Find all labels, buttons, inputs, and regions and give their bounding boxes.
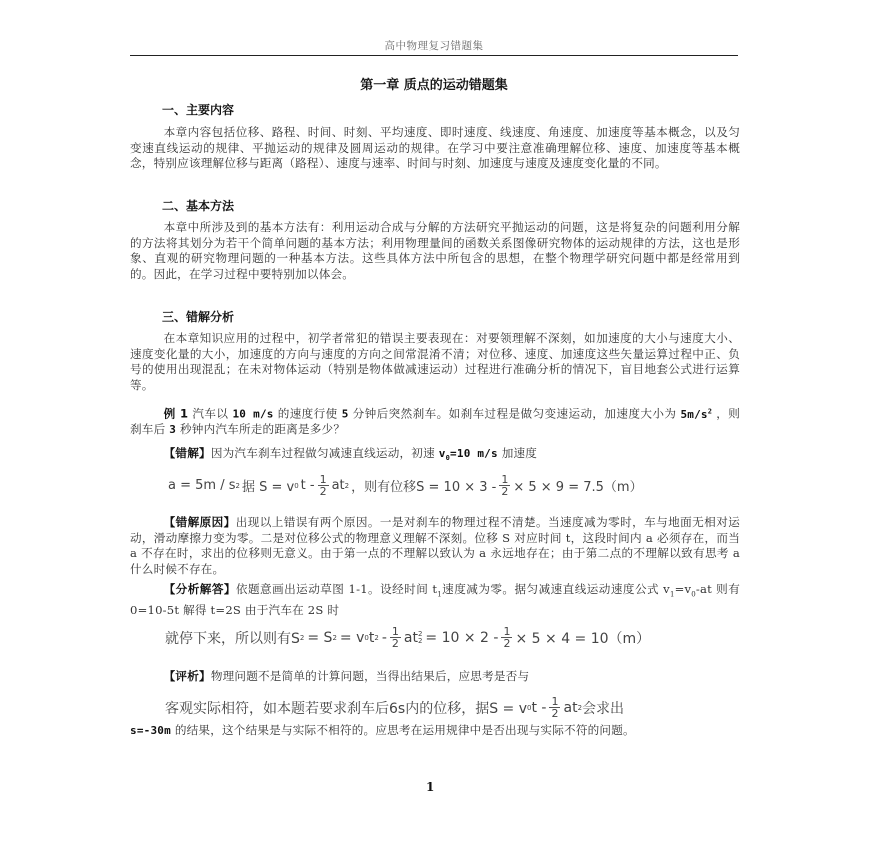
section-paragraph-main-content: 本章内容包括位移、路程、时间、时刻、平均速度、即时速度、线速度、角速度、加速度等基本概念，以及匀变速直线运动的规律、平抛运动的规律及圆周运动的规律。在学习中要注意准确理解位移、速度、加速度等基本概念，特别应该理解位移与距离（路程）、速度与速率、时间与时刻、加速度与速度及速度变化量的不同。 (130, 125, 740, 170)
section-heading-main-content: 一、主要内容 (162, 103, 235, 117)
fraction-numerator: 1 (551, 695, 559, 708)
formula-part: 客观实际相符，如本题若要求刹车后6s内的位移，据S = v (165, 700, 528, 717)
running-header: 高中物理复习错题集 (384, 40, 484, 52)
formula-part: t (368, 629, 375, 646)
comment-text: 的结果，这个结果是与实际不相符的。应思考在运用规律中是否出现与实际不符的问题。 (174, 723, 635, 737)
error-reason-text: 出现以上错误有两个原因。一是对刹车的物理过程不清楚。当速度减为零时，车与地面无相对运动，滑动摩擦力变为零。二是对位移公式的物理意义理解不深刻。位移 S 对应时间 t，这段时间内 a 必须存在，而当 a 不存在时，求出的位移则无意义。由于第一点的不理解以致认为 a 永远地存在；由于第二点的不理解以致有思考 a 什么时候不存在。 (130, 515, 740, 576)
formula-part: ，则有位移S = 10 × 3 - (351, 480, 497, 495)
fraction-half (501, 626, 512, 649)
formula-part: a = 5m / s (168, 478, 236, 493)
wrong-solution-label: 【错解】 (163, 446, 211, 460)
fraction-numerator: 1 (319, 473, 327, 486)
formula-part: = v (339, 629, 365, 646)
fraction-denominator: 2 (319, 485, 327, 498)
formula-exponent: 2 (577, 703, 583, 712)
section-paragraph-error-analysis: 在本章知识应用的过程中，初学者常犯的错误主要表现在：对要领理解不深刻，如加速度的大小与速度大小、速度变化量的大小，加速度的方向与速度的方向之间常混淆不清；对位移、速度、加速度这些矢量运算过程中正、负号的使用出现混乱；在未对物体运动（特别是物体做减速运动）过程进行准确分析的情况下，盲目地套公式进行运算等。 (130, 331, 740, 392)
v-symbol: v (438, 447, 446, 460)
fraction-half (318, 474, 329, 497)
formula-part: 会求出 (582, 700, 625, 717)
accel-value: 5m/s (680, 407, 708, 421)
analysis-text: -at 则有 0=10-5t 解得 t=2S 由于汽车在 2S 时 (130, 582, 740, 617)
formula-subscript: 2 (417, 636, 423, 645)
formula-part: t - (300, 478, 315, 493)
v-value: =10 m/s (450, 447, 498, 460)
analysis-text: =v (674, 582, 692, 596)
header-rule (130, 55, 738, 56)
wrong-solution-formula (168, 474, 643, 497)
wrong-solution-text: 加速度 (501, 446, 538, 460)
comment-text: 物理问题不是简单的计算问题，当得出结果后，应思考是否与 (210, 669, 530, 683)
formula-part: = S (307, 629, 333, 646)
fraction-denominator: 2 (501, 485, 509, 498)
section-heading-basic-methods: 二、基本方法 (162, 199, 235, 213)
example-accel (680, 408, 712, 421)
fraction-numerator: 1 (391, 625, 399, 638)
example-speed: 10 m/s (232, 407, 274, 421)
example-text: 分钟后突然刹车。如刹车过程是做匀变速运动，加速度大小为 (352, 406, 677, 421)
example-text: 的速度行使 (277, 406, 338, 421)
wrong-solution-text: 因为汽车刹车过程做匀减速直线运动，初速 (210, 446, 435, 460)
analysis-text: 速度减为零。据匀减速直线运动速度公式 v (441, 582, 670, 596)
comment-result: s=-30m (130, 724, 171, 737)
formula-part: × 5 × 4 = 10（m） (515, 630, 651, 647)
v0-subscript: 0 (691, 590, 696, 599)
fraction-half (499, 474, 510, 497)
formula-part: 就停下来，所以则有S (165, 630, 300, 647)
formula-part: t - (531, 699, 547, 716)
example-text: 秒钟内汽车所走的距离是多少？ (180, 422, 346, 437)
comment-formula (165, 696, 624, 719)
formula-exponent: 2 (417, 629, 423, 638)
analysis-label: 【分析解答】 (163, 582, 236, 596)
page-number: 1 (426, 780, 435, 794)
fraction-denominator: 2 (391, 637, 399, 650)
analysis-formula (165, 626, 650, 649)
formula-part: at (403, 629, 418, 646)
error-reason (130, 515, 740, 577)
comment (130, 669, 740, 685)
example-label: 例 1 (163, 406, 189, 421)
fraction-numerator: 1 (501, 473, 509, 486)
example-seconds: 3 (169, 423, 177, 437)
example-minutes: 5 (341, 407, 349, 421)
formula-part: = 10 × 2 - (425, 629, 499, 646)
comment-continuation (130, 723, 740, 739)
formula-part: at (331, 478, 345, 493)
formula-part: × 5 × 9 = 7.5（m） (513, 480, 643, 495)
accel-exponent: 2 (707, 407, 713, 415)
analysis-solution (130, 582, 740, 618)
example-problem (130, 404, 740, 438)
formula-subscript: 2 (299, 633, 305, 642)
fraction-denominator: 2 (551, 707, 559, 720)
wrong-solution (130, 446, 740, 467)
section-paragraph-basic-methods: 本章中所涉及到的基本方法有：利用运动合成与分解的方法研究平抛运动的问题，这是将复杂的问题利用分解的方法将其划分为若干个简单问题的基本方法；利用物理量间的函数关系图像研究物体的运动规律的方法，这也是形象、直观的研究物理问题的一种基本方法。这些具体方法中所包含的思想，在整个物理学研究问题中都是经常用到的。因此，在学习过程中要特别加以体会。 (130, 220, 740, 281)
formula-subscript: 0 (527, 703, 532, 712)
formula-exponent: 2 (344, 481, 350, 490)
fraction-denominator: 2 (503, 637, 511, 650)
analysis-text: 依题意画出运动草图 1-1。设经时间 t (235, 582, 438, 596)
example-text: ，则刹车后 (130, 406, 741, 437)
t-subscript: 1 (437, 590, 442, 599)
formula-subscript: 0 (364, 633, 369, 642)
formula-sup-sub (418, 631, 422, 645)
formula-part: at (563, 699, 578, 716)
initial-velocity (438, 447, 498, 463)
example-text: 汽车以 (192, 406, 229, 421)
formula-exponent: 2 (332, 633, 337, 642)
comment-label: 【评析】 (163, 669, 211, 683)
section-heading-error-analysis: 三、错解分析 (162, 310, 235, 324)
formula-exponent: 2 (235, 481, 240, 490)
fraction-half (390, 626, 401, 649)
fraction-half (549, 696, 560, 719)
fraction-numerator: 1 (503, 625, 511, 638)
formula-subscript: 0 (294, 481, 299, 490)
error-reason-label: 【错解原因】 (163, 515, 236, 529)
chapter-title: 第一章 质点的运动错题集 (360, 78, 508, 93)
formula-part: - (381, 629, 387, 646)
formula-subscript: 2 (374, 633, 379, 642)
v-subscript: 1 (669, 590, 675, 599)
v-subscript: 0 (445, 454, 451, 463)
formula-part: 据 S = v (241, 480, 295, 495)
